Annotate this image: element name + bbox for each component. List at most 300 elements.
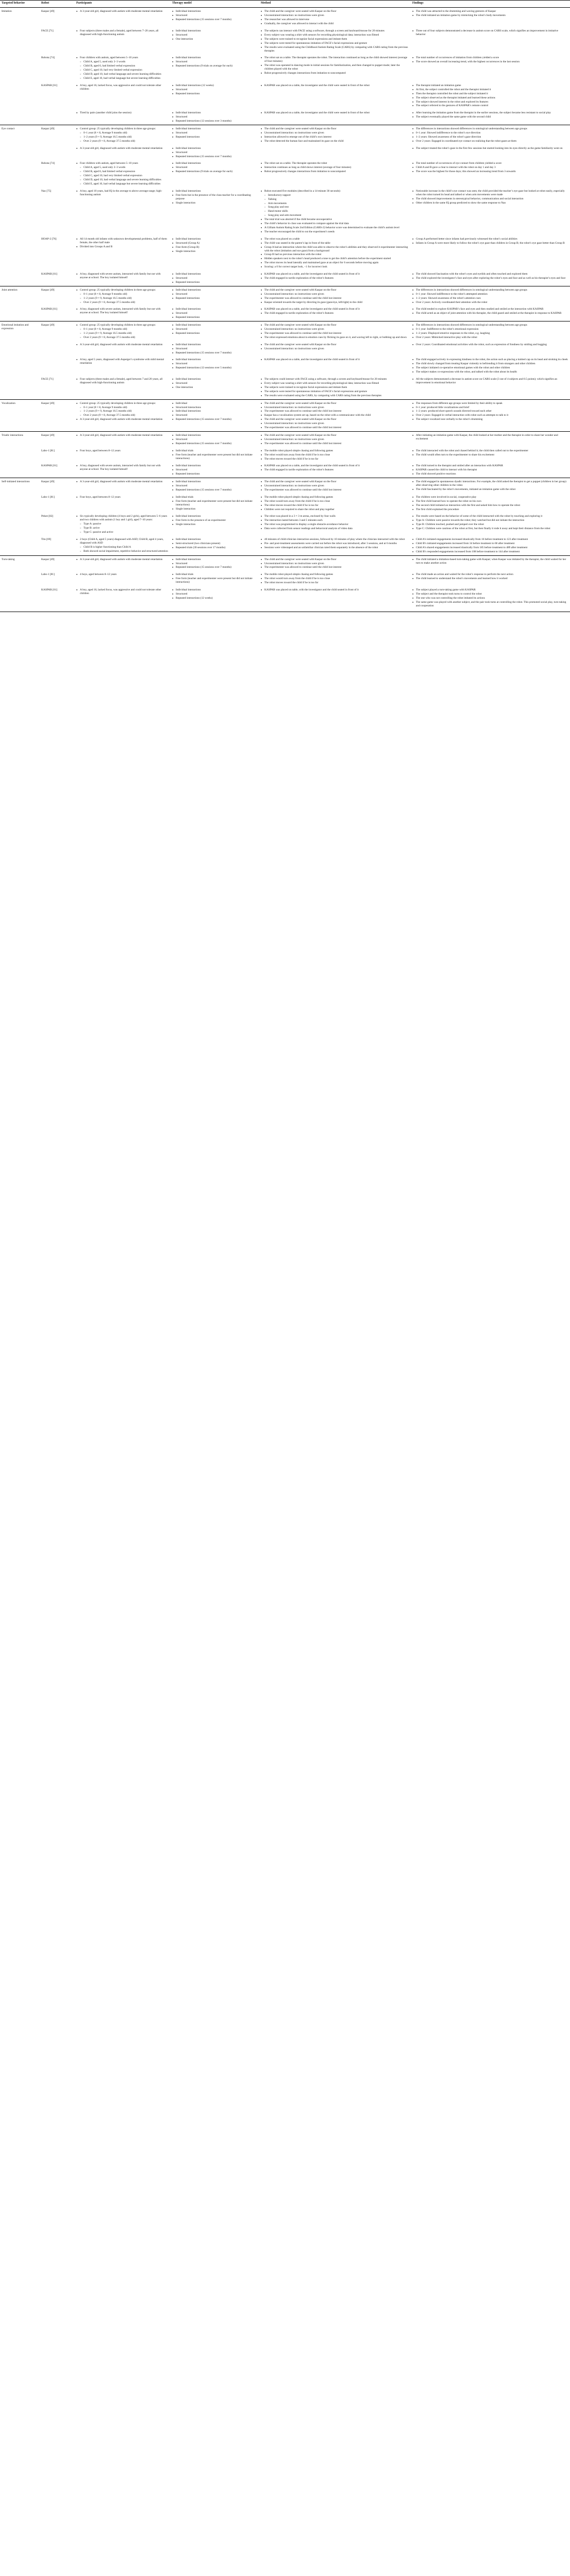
cell-findings <box>411 8 570 27</box>
bullet-item <box>80 324 169 340</box>
bullet-text: The subject makes co-expressions with the robot, and talked with the robot about its health <box>416 370 517 374</box>
bullet-text: Unconstrained interaction: no instructions were given <box>264 405 324 409</box>
bullet-text: Repeated interactions (15 sessions over 7 months) <box>176 351 232 354</box>
bullet-item <box>264 111 409 115</box>
bullet-text: KASPAR caused the child to interact with his therapist <box>416 468 477 472</box>
bullet-text: Individual interactions <box>176 162 201 165</box>
cell-method-list <box>261 464 409 472</box>
bullet-item <box>80 588 169 596</box>
bullet-item <box>80 147 169 150</box>
sub-list <box>80 546 169 553</box>
bullet-item <box>176 33 258 37</box>
bullet-text: The experimenter was allowed to continue until the child lost interest <box>264 426 342 430</box>
cell-therapy-model-list <box>172 238 258 253</box>
bullet-text: Control group: 25 typically developing children in three age groups: <box>80 401 156 405</box>
cell-participants-list <box>76 538 169 553</box>
bullet-item <box>264 312 409 315</box>
bullet-item <box>264 257 409 261</box>
cell-robot: Labo-1 [81] <box>41 573 55 577</box>
bullet-item <box>264 566 409 569</box>
cell-findings <box>411 145 570 160</box>
bullet-item <box>264 253 409 257</box>
bullet-item <box>416 273 568 276</box>
bullet-text: Type A: Children were passive towards the robot; they watched but did not initiate the interaction <box>416 519 525 522</box>
bullet-text: Individual interactions <box>176 324 201 327</box>
bullet-text: One interaction <box>176 385 193 389</box>
bullet-text: Unconstrained interaction: no instructions were given <box>264 14 324 18</box>
bullet-text: Control group: 25 typically developing children in three age groups: <box>80 288 156 292</box>
cell-findings-list <box>412 111 568 119</box>
cell-findings <box>411 109 570 125</box>
bullet-text: Repeated interactions (15 sessions over 7 months) <box>176 418 232 421</box>
bullet-item <box>416 515 568 518</box>
bullet-text: The child and the caregiver were seated with Kaspar on the floor <box>264 288 337 292</box>
bullet-text: The results were evaluated using the CARS, by comparing with CARS rating from the previous therapies <box>264 394 382 397</box>
bullet-text: A 3-year-old girl, diagnosed with autism with moderate mental retardation <box>80 418 163 421</box>
cell-therapy-model <box>171 494 259 513</box>
bullet-text: 1–2 years: Displayed emotive responses to the robot, e.g. laughing <box>416 331 490 335</box>
bullet-text: Individual interactions (12 weeks) <box>176 83 214 87</box>
bullet-text: The robot sat on a table. The therapist operates the robot <box>264 162 327 165</box>
bullet-item <box>264 422 409 426</box>
cell-therapy-model <box>171 478 259 494</box>
bullet-item <box>416 135 568 139</box>
header-findings: Findings <box>411 1 570 8</box>
bullet-item <box>264 410 409 413</box>
bullet-item <box>416 449 568 453</box>
cell-findings <box>411 513 570 536</box>
bullet-item <box>264 18 409 22</box>
bullet-text: The robot sat on a table. The therapist operates the robot. The interaction continued as long as the child showed interest (average of four minutes) <box>264 56 408 63</box>
bullet-item <box>416 140 568 143</box>
bullet-text: Repeated interactions <box>176 296 200 300</box>
bullet-text: Over 2 years: Mimicked interactive play with the robot <box>416 335 477 339</box>
cell-therapy-model-list <box>172 162 258 174</box>
bullet-item <box>176 308 258 311</box>
bullet-item <box>264 464 409 468</box>
bullet-text: Repeated interactions (12 weeks) <box>176 596 213 600</box>
cell-findings-list <box>412 573 568 581</box>
cell-method <box>259 555 411 571</box>
bullet-item <box>176 14 258 18</box>
bullet-text: Free form (teacher and experimenter were present but did not initiate interactions) <box>176 499 253 506</box>
bullet-item <box>176 566 258 569</box>
bullet-item <box>264 29 409 33</box>
bullet-text: Unconstrained interaction: no instructions were given <box>264 328 324 331</box>
bullet-text: Unconstrained interaction: no instructions were given <box>264 422 324 426</box>
cell-participants <box>75 145 171 160</box>
bullet-item <box>176 410 258 413</box>
bullet-item <box>80 127 169 143</box>
cell-robot: KASPAR [61] <box>41 464 58 468</box>
table-row <box>0 462 570 478</box>
bullet-text: The robot moves toward the child if he is too far <box>264 503 318 507</box>
bullet-text: Data were collected from sensor readings and behavioral analysis of video data <box>264 527 353 531</box>
bullet-text: Single interaction <box>176 523 196 527</box>
bullet-item <box>416 519 568 522</box>
bullet-text: Repeated interactions (9 trials on average for each) <box>176 64 233 68</box>
bullet-item <box>264 519 409 522</box>
cell-findings-list <box>412 402 568 422</box>
bullet-item <box>176 496 258 499</box>
cell-participants <box>75 235 171 270</box>
cell-findings-list <box>412 324 568 340</box>
bullet-text: Infants in Group A were more likely to follow the robot’s eye gaze than children in Group B; the robot’s eye gaze better than Group B <box>416 241 565 245</box>
header-robot: Robot <box>40 1 75 8</box>
cell-findings-list <box>412 464 568 476</box>
cell-method <box>259 586 411 612</box>
bullet-text: Structured (Group A) <box>176 241 200 245</box>
bullet-text: Free form (teacher and experimenter were present but did not initiate interactions) <box>176 577 253 584</box>
bullet-item <box>176 246 258 249</box>
bullet-text: Unconstrained interaction: no instructions were given <box>264 131 324 134</box>
bullet-text: Structured <box>176 484 188 488</box>
cell-findings-list <box>412 515 568 531</box>
sub-bullet-item: ○ Child D, aged 10, had verbal language and severe learning difficulties <box>83 178 169 182</box>
bullet-text: Individual interactions <box>176 538 201 541</box>
cell-targeted-behavior <box>0 27 40 54</box>
bullet-item <box>176 362 258 366</box>
bullet-text: Robot progressively changes interactions from imitation to noncomputed <box>264 72 346 75</box>
cell-therapy-model-list <box>172 358 258 370</box>
cell-therapy-model-list <box>172 324 258 335</box>
bullet-item <box>416 378 568 385</box>
sub-list <box>80 522 169 534</box>
cell-method-list <box>261 538 409 550</box>
bullet-item <box>264 222 409 226</box>
bullet-item <box>176 358 258 362</box>
cell-method <box>259 513 411 536</box>
bullet-text: The subject showed interest in the robot and explored its features <box>416 100 489 104</box>
bullet-item <box>264 261 409 265</box>
cell-participants <box>75 462 171 478</box>
sub-list <box>80 328 169 340</box>
bullet-item <box>176 111 258 115</box>
cell-robot: KASPAR [61] <box>41 308 58 311</box>
bullet-text: A Gilliam Autism Rating Scale 2nd Edition (GARS-2) behavior score was determined to evaluate the child’s autism level <box>264 226 399 229</box>
cell-findings <box>411 586 570 612</box>
bullet-item <box>264 581 409 585</box>
bullet-item <box>264 414 409 417</box>
bullet-text: Individual interactions <box>176 588 201 592</box>
bullet-text: All the subjects demonstrated a decrease in autism score on CARS scale (3 out of 4 subjects and 0.5 points); which signifies an improvement in emotional behavior <box>416 378 558 384</box>
cell-findings <box>411 82 570 109</box>
bullet-item <box>264 246 409 253</box>
cell-therapy-model <box>171 54 259 81</box>
bullet-text: Gradually, the caregiver was allowed to interact with the child <box>264 22 334 26</box>
bullet-item <box>176 84 258 88</box>
sub-bullet-item: ○ Both showed social impairment, repetitive behavior and structured attention <box>83 550 169 553</box>
bullet-item <box>176 92 258 96</box>
cell-findings <box>411 160 570 187</box>
cell-method <box>259 188 411 235</box>
bullet-item <box>80 418 169 421</box>
bullet-item <box>176 293 258 296</box>
bullet-text: Structured <box>176 328 188 331</box>
cell-method <box>259 160 411 187</box>
sub-bullet-item: ○ Child E, aged 10, had verbal language but severe learning difficulties <box>83 182 169 186</box>
table-row <box>0 8 570 27</box>
bullet-text: The experimenter was allowed to continue until the child lost interest <box>264 410 342 413</box>
bullet-text: A boy, aged 5 years, diagnosed with Asperger’s syndrome with mild mental retardation <box>80 358 164 365</box>
bullet-text: Repeated interactions (15 sessions over 7 months) <box>176 155 232 158</box>
table-row <box>0 321 570 341</box>
table-row <box>0 109 570 125</box>
cell-robot: Pekee [82] <box>41 515 54 518</box>
bullet-item <box>264 277 409 280</box>
bullet-text: Structured <box>176 150 188 154</box>
bullet-item <box>80 434 169 437</box>
cell-findings <box>411 431 570 447</box>
cell-findings-list <box>412 558 568 565</box>
bullet-item <box>264 265 409 269</box>
bullet-item <box>416 127 568 131</box>
cell-therapy-model-list <box>172 402 258 422</box>
bullet-text: The child engaged in tactile exploration of the robot’s features <box>264 276 334 280</box>
bullet-item <box>176 453 258 461</box>
bullet-item <box>264 438 409 442</box>
bullet-text: Structured <box>176 468 188 472</box>
cell-method-list <box>261 558 409 570</box>
cell-findings <box>411 376 570 399</box>
table-row <box>0 341 570 357</box>
bullet-text: Individual trials <box>176 449 194 452</box>
bullet-text: Individual interactions <box>176 515 201 518</box>
cell-findings <box>411 54 570 81</box>
bullet-text: Type C: Children were cautious of the robot at first, but then finally it rode it away and kept their distance from the robot <box>416 527 550 531</box>
cell-findings <box>411 536 570 555</box>
bullet-text: Six typically developing children (4 boys and 2 girls), aged between 5–6 years and two children with autism (1 boy and 1 girl), aged 7–10 years: <box>80 515 167 522</box>
table-row <box>0 188 570 235</box>
bullet-text: Structured <box>176 276 188 280</box>
bullet-item <box>416 366 568 370</box>
cell-targeted-behavior <box>0 235 40 270</box>
bullet-item <box>264 238 409 241</box>
bullet-item <box>176 546 258 550</box>
bullet-text: Repeated interactions (15 sessions over 7 months) <box>176 18 232 22</box>
bullet-item <box>176 519 258 522</box>
header-therapy-model: Therapy model <box>171 1 259 8</box>
cell-method-list <box>261 289 409 304</box>
cell-therapy-model-list <box>172 308 258 319</box>
cell-robot: KASPAR [61] <box>41 83 58 87</box>
bullet-text: The child explored the investigator’s face and eyes after exploring the robot’s eyes and face and as well as his therapist’s eyes and face <box>416 276 566 280</box>
table-row <box>0 235 570 270</box>
bullet-item <box>264 434 409 437</box>
bullet-item <box>416 546 568 550</box>
cell-findings-list <box>412 147 568 150</box>
bullet-item <box>80 378 169 385</box>
cell-participants <box>75 513 171 536</box>
table-row <box>0 82 570 109</box>
bullet-item <box>80 449 169 453</box>
bullet-text: Individual interactions <box>176 10 201 13</box>
bullet-item <box>416 410 568 413</box>
cell-therapy-model <box>171 145 259 160</box>
bullet-text: Structured <box>176 88 188 91</box>
bullet-item <box>416 115 568 119</box>
sub-bullet-item: ○ Child A, aged 5, used only 2–3 words <box>83 60 169 64</box>
bullet-text: The child fascinated by the robot’s movements, initiated an imitation game with the robot <box>416 487 516 491</box>
bullet-item <box>176 328 258 331</box>
bullet-text: The child engaged in spontaneous dyadic interactions. For example, the child asked the therapist to get a puppet (children in her group) after observing other children in the video <box>416 480 566 487</box>
bullet-text: The robot moves toward the child if he is too far <box>264 457 318 461</box>
cell-participants-list <box>76 558 169 562</box>
table-row <box>0 376 570 399</box>
bullet-text: The therapist initiated an imitation game <box>416 83 461 87</box>
sub-bullet-item: ○ 0–1 year (8 × 8, Average 9 months old) <box>83 328 169 331</box>
bullet-item <box>80 308 169 315</box>
cell-robot: Robota [74] <box>41 162 55 165</box>
table-row <box>0 306 570 321</box>
cell-therapy-model <box>171 188 259 235</box>
cell-method-list <box>261 358 409 362</box>
cell-participants-list <box>76 449 169 453</box>
bullet-text: The child engaged actively in expressing kindness to the robot, the action such as placing a knitted cap on its head and stroking its cheek <box>416 358 568 362</box>
cell-method <box>259 54 411 81</box>
bullet-text: Over 2 years: Engaged in coordinated eye contact on realizing that the robot gazes at them <box>416 139 517 143</box>
bullet-item <box>176 242 258 245</box>
cell-therapy-model <box>171 447 259 463</box>
cell-participants <box>75 270 171 286</box>
cell-therapy-model-list <box>172 573 258 584</box>
bullet-item <box>176 289 258 292</box>
bullet-text: 0–1 year: produced little vocalizations and brief <box>416 405 470 409</box>
sub-bullet-item: ○ Child B, aged 6, had limited verbal expression <box>83 170 169 174</box>
cell-robot <box>40 145 75 160</box>
cell-therapy-model <box>171 109 259 125</box>
cell-targeted-behavior: Turn-taking <box>0 555 40 571</box>
cell-targeted-behavior <box>0 356 40 376</box>
bullet-text: The child initiated an imitation game by mimicking the robot’s body movements <box>416 14 506 18</box>
cell-method <box>259 399 411 431</box>
cell-participants-list <box>76 10 169 13</box>
bullet-text: The subject vocalized non-verbally to the robot’s drumming <box>416 418 483 421</box>
bullet-item <box>176 201 258 205</box>
cell-targeted-behavior: Self-initiated interactions <box>0 478 40 494</box>
bullet-text: Repeated interactions <box>176 316 200 319</box>
bullet-item <box>176 10 258 13</box>
cell-targeted-behavior <box>0 513 40 536</box>
bullet-item <box>176 562 258 566</box>
cell-targeted-behavior <box>0 571 40 586</box>
bullet-text: The total number of occurrences of eye contact from children yielded a score <box>416 162 502 165</box>
cell-method <box>259 431 411 447</box>
cell-method-list <box>261 378 409 398</box>
bullet-item <box>80 343 169 347</box>
bullet-item <box>176 523 258 527</box>
cell-findings-list <box>412 10 568 18</box>
bullet-text: The robot was operated in dancing mode in initial sessions for familiarization, and then changed to puppet mode; later the children played with the robot <box>264 64 400 71</box>
bullet-item <box>264 72 409 75</box>
bullet-item <box>264 426 409 430</box>
bullet-item <box>176 406 258 410</box>
cell-therapy-model-list <box>172 273 258 284</box>
bullet-item <box>416 324 568 327</box>
bullet-item <box>416 508 568 512</box>
sub-bullet-item: ○ Type C: passive and active <box>83 531 169 534</box>
bullet-item <box>416 527 568 531</box>
cell-robot: HOAP-2 [76] <box>41 237 57 241</box>
bullet-text: The differences in interactions showed differences in ontological understanding between age groups <box>416 288 527 292</box>
cell-participants <box>75 431 171 447</box>
cell-participants <box>75 494 171 513</box>
sub-list <box>264 194 409 217</box>
bullet-item <box>264 546 409 550</box>
bullet-item <box>264 297 409 300</box>
bullet-item <box>264 190 409 217</box>
cell-findings-list <box>412 162 568 174</box>
bullet-text: The child and the caregiver were seated with Kaspar on the floor <box>264 480 337 484</box>
bullet-text: Individual interactions <box>176 29 201 33</box>
cell-participants <box>75 188 171 235</box>
bullet-item <box>264 332 409 335</box>
bullet-text: After learning the imitation game from the therapist in the earlier sessions, the subject became less resistant to social play <box>416 111 551 115</box>
review-table <box>0 0 570 612</box>
bullet-text: Unconstrained interaction: no instructions were given <box>264 562 324 565</box>
cell-robot: FACE [71] <box>41 378 54 381</box>
bullet-text: 1–2 years: produced short speech sounds directed toward each other <box>416 410 492 413</box>
bullet-item <box>176 131 258 135</box>
cell-therapy-model-list <box>172 10 258 22</box>
bullet-text: The child and the caregiver were seated with Kaspar on the floor <box>264 127 337 131</box>
bullet-item <box>264 14 409 18</box>
cell-method-list <box>261 496 409 512</box>
bullet-text: The robot would turn away from the child if he is too close <box>264 577 330 581</box>
bullet-text: Repeated interactions (15 sessions over 7 months) <box>176 488 232 492</box>
bullet-text: After initiating an imitation game with Kaspar, the child looked at her mother and the therapist in order to share her wonder and excitement <box>416 433 558 440</box>
bullet-item <box>264 386 409 389</box>
bullet-text: 0–1 year: Showed indifference to the robot’s eye direction <box>416 131 481 134</box>
bullet-text: 4 boys, aged between 8–12 years <box>80 573 117 577</box>
cell-participants-list <box>76 378 169 385</box>
cell-method-list <box>261 573 409 585</box>
bullet-item <box>264 538 409 541</box>
sub-bullet-item: ○ Child D, aged 10, had verbal language and severe learning difficulties <box>83 73 169 76</box>
cell-robot: Kaspar [49] <box>40 321 75 341</box>
cell-therapy-model-list <box>172 538 258 550</box>
cell-participants-list <box>76 127 169 143</box>
bullet-item <box>416 131 568 135</box>
bullet-text: Child B’s initiated engagements increased from 34 before treatment to 60 after treatment <box>416 541 515 545</box>
bullet-item <box>264 336 409 340</box>
bullet-item <box>176 558 258 562</box>
bullet-text: Individual trials <box>176 573 194 577</box>
sub-bullet-item: ○ Child E, aged 10, had verbal language but severe learning difficulties <box>83 77 169 80</box>
cell-targeted-behavior <box>0 536 40 555</box>
bullet-text: The total trial was aborted if the child became uncooperative <box>264 218 332 222</box>
bullet-text: Unconstrained interaction: no instructions were given <box>264 437 324 441</box>
bullet-text: The child’s behavior in class was evaluated to compare against the trial data <box>264 222 349 226</box>
bullet-item <box>80 402 169 418</box>
bullet-item <box>264 293 409 296</box>
bullet-text: A 3-year-old girl, diagnosed with autism with moderate mental retardation <box>80 146 163 150</box>
cell-method <box>259 109 411 125</box>
cell-findings-list <box>412 238 568 245</box>
bullet-item <box>264 22 409 26</box>
table-row <box>0 356 570 376</box>
bullet-text: Individual interactions <box>176 273 201 276</box>
bullet-text: The child turned to the therapist and smiled after an interaction with KASPAR <box>416 464 503 468</box>
bullet-text: Interaction allowed to emerge out of the child’s own interest <box>264 135 331 139</box>
bullet-item <box>176 332 258 335</box>
cell-method-list <box>261 127 409 143</box>
bullet-item <box>264 328 409 331</box>
bullet-item <box>264 308 409 311</box>
bullet-text: KASPAR was placed on a table, the investigator and the child were seated in front of the robot <box>264 111 370 115</box>
cell-participants-list <box>76 29 169 37</box>
cell-method-list <box>261 10 409 26</box>
